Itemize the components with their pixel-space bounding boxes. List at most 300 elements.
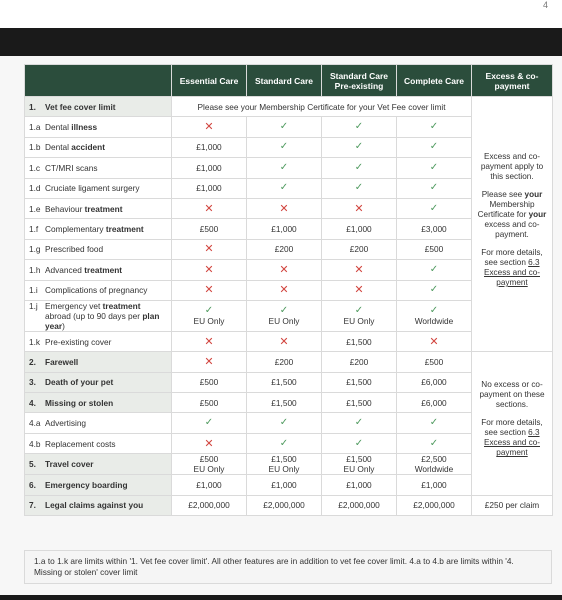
vet-fee-limit-note	[172, 97, 472, 117]
row-label-text	[29, 163, 167, 173]
section-link[interactable]: 6.3 Excess and co-payment	[484, 428, 540, 458]
table-cell	[247, 198, 322, 218]
row-name-text: Emergency boarding	[45, 479, 128, 490]
page-number: 4	[542, 0, 548, 10]
excess-note-line: For more details, see section	[481, 418, 543, 438]
row-code: 3.	[29, 377, 36, 388]
row-label	[25, 158, 172, 178]
footnote: 1.a to 1.k are limits within '1. Vet fee cover limit'. All other features are in addition to vet fee cover limit. 4.a to 4.b are limits within '4. Missing or stolen' cover limit	[24, 550, 552, 584]
row-name	[45, 500, 143, 510]
row-name-text: Pre-existing cover	[45, 336, 112, 347]
row-label-text	[29, 357, 167, 367]
cross-icon: ✕	[204, 284, 214, 297]
row-code: 2.	[29, 356, 36, 367]
table-cell	[322, 393, 397, 413]
column-header: Excess & co-payment	[472, 65, 553, 97]
excess-note-vet-fees	[472, 97, 553, 352]
excess-note-bold: your	[524, 190, 543, 200]
table-cell	[397, 117, 472, 137]
table-cell	[172, 158, 247, 178]
table-cell	[322, 178, 397, 198]
cell-value: £2,000,000	[338, 500, 380, 511]
cross-icon: ✕	[279, 335, 289, 348]
row-label	[25, 393, 172, 413]
tick-icon: ✓	[429, 437, 439, 449]
table-row	[25, 97, 553, 117]
section-link[interactable]: 6.3 Excess and co-payment	[484, 258, 540, 288]
cell-value: £2,000,000	[188, 500, 230, 511]
cell-value: £200	[274, 244, 294, 255]
excess-note-text	[477, 380, 547, 410]
column-header: Standard Care	[247, 65, 322, 97]
row-code: 5.	[29, 459, 36, 470]
tick-icon: ✓	[429, 202, 439, 214]
cell-value: EU Only	[343, 464, 375, 475]
cell-value: £1,000	[196, 162, 222, 173]
cell-value: £200	[274, 356, 294, 367]
cell-value: £1,000	[346, 479, 372, 490]
table-cell	[322, 495, 397, 515]
row-label-text	[29, 377, 167, 387]
cell-value: £2,000,000	[263, 500, 305, 511]
tick-icon: ✓	[204, 304, 214, 316]
row-name-text: CT/MRI scans	[45, 162, 98, 173]
row-code: 1.g	[29, 244, 41, 255]
table-header-row	[25, 65, 553, 97]
row-name	[45, 357, 78, 367]
excess-note-line: For more details, see section	[481, 248, 543, 268]
row-label-text	[29, 244, 167, 254]
table-cell	[322, 280, 397, 300]
cross-icon: ✕	[204, 121, 214, 134]
cell-value: £1,000	[346, 224, 372, 235]
row-name	[45, 285, 147, 295]
table-cell	[322, 137, 397, 157]
row-name	[45, 142, 105, 152]
row-label-text	[29, 480, 167, 490]
row-label	[25, 198, 172, 218]
row-name	[45, 183, 140, 193]
table-cell	[172, 331, 247, 351]
row-code: 4.a	[29, 418, 41, 429]
table-cell	[322, 198, 397, 218]
cell-value: £500	[199, 454, 219, 465]
excess-note-text	[477, 418, 547, 458]
tick-icon: ✓	[354, 141, 364, 153]
table-cell	[172, 137, 247, 157]
table-cell	[322, 260, 397, 280]
table-cell	[247, 454, 322, 475]
cell-value: £1,000	[271, 224, 297, 235]
table-cell	[397, 475, 472, 495]
table-cell	[322, 117, 397, 137]
row-name-bold: plan year	[45, 310, 160, 331]
cell-value: EU Only	[193, 315, 225, 326]
tick-icon: ✓	[354, 121, 364, 133]
cell-value: £3,000	[421, 224, 447, 235]
cross-icon: ✕	[354, 284, 364, 297]
table-cell	[397, 300, 472, 331]
table-cell	[322, 413, 397, 433]
row-code: 1.	[29, 101, 36, 112]
cell-value: £200	[349, 244, 369, 255]
table-cell	[397, 219, 472, 239]
row-name-text: Behaviour	[45, 203, 85, 214]
bottom-bar	[0, 595, 562, 600]
row-name	[45, 398, 113, 408]
table-cell	[322, 475, 397, 495]
row-name-bold: illness	[71, 122, 98, 133]
table-cell	[397, 158, 472, 178]
table-cell	[172, 198, 247, 218]
table-cell	[247, 137, 322, 157]
row-name-bold: treatment	[102, 300, 141, 311]
table-cell	[247, 433, 322, 453]
row-name-text: Advanced	[45, 264, 85, 275]
row-name	[45, 102, 116, 112]
row-label	[25, 454, 172, 475]
row-name-bold: treatment	[84, 203, 123, 214]
row-name-text: Emergency vet	[45, 300, 103, 311]
row-name	[45, 377, 113, 387]
tick-icon: ✓	[429, 263, 439, 275]
row-name-bold: treatment	[84, 264, 123, 275]
cross-icon: ✕	[354, 202, 364, 215]
table-cell	[172, 433, 247, 453]
legal-excess	[472, 495, 553, 515]
table-cell	[247, 393, 322, 413]
cross-icon: ✕	[429, 335, 439, 348]
excess-note-text	[477, 248, 547, 288]
cell-value: £1,500	[346, 377, 372, 388]
table-cell	[322, 352, 397, 372]
tick-icon: ✓	[279, 417, 289, 429]
row-name-text: Dental	[45, 122, 72, 133]
table-cell	[322, 300, 397, 331]
row-name	[45, 163, 98, 173]
cell-value: £200	[349, 356, 369, 367]
table-cell	[247, 372, 322, 392]
tick-icon: ✓	[279, 141, 289, 153]
row-label	[25, 219, 172, 239]
cell-value: £1,000	[196, 183, 222, 194]
cross-icon: ✕	[279, 263, 289, 276]
cross-icon: ✕	[204, 202, 214, 215]
row-label-text	[29, 224, 167, 234]
row-label	[25, 413, 172, 433]
row-label-text	[29, 398, 167, 408]
cell-value: £1,500	[271, 377, 297, 388]
row-label-text	[29, 459, 167, 469]
row-name-text: Complementary	[45, 224, 106, 235]
row-code: 4.b	[29, 438, 41, 449]
tick-icon: ✓	[429, 182, 439, 194]
row-code: 1.h	[29, 264, 41, 275]
tick-icon: ✓	[354, 417, 364, 429]
cell-value: £1,500	[346, 397, 372, 408]
cross-icon: ✕	[204, 335, 214, 348]
row-label	[25, 260, 172, 280]
tick-icon: ✓	[354, 304, 364, 316]
tick-icon: ✓	[354, 161, 364, 173]
row-label-text	[29, 301, 167, 331]
row-label-text	[29, 337, 167, 347]
table-cell	[397, 178, 472, 198]
row-name-text: Dental	[45, 142, 72, 153]
table-cell	[397, 280, 472, 300]
top-bar	[0, 28, 562, 56]
row-name	[45, 265, 122, 275]
row-name-text: Vet fee cover limit	[45, 101, 116, 112]
cell-value: EU Only	[268, 315, 300, 326]
row-label-text	[29, 102, 167, 112]
table-cell	[172, 260, 247, 280]
tick-icon: ✓	[279, 304, 289, 316]
table-cell	[397, 352, 472, 372]
cell-value: EU Only	[268, 464, 300, 475]
cell-value: £1,500	[346, 336, 372, 347]
table-cell	[247, 117, 322, 137]
table-cell	[322, 158, 397, 178]
cell-value: £1,500	[346, 454, 372, 465]
legal-excess-text: £250 per claim	[484, 500, 540, 511]
tick-icon: ✓	[279, 437, 289, 449]
table-row	[25, 495, 553, 515]
row-code: 1.c	[29, 162, 41, 173]
row-code: 6.	[29, 479, 36, 490]
cell-value: £1,000	[421, 479, 447, 490]
excess-note-line: Membership Certificate for	[477, 200, 535, 220]
table-cell	[247, 352, 322, 372]
table-cell	[322, 239, 397, 259]
row-code: 4.	[29, 397, 36, 408]
row-label-text	[29, 204, 167, 214]
cross-icon: ✕	[204, 263, 214, 276]
table-cell	[172, 393, 247, 413]
table-cell	[322, 219, 397, 239]
tick-icon: ✓	[429, 141, 439, 153]
excess-note-line: excess and co-payment.	[484, 220, 540, 240]
table-cell	[172, 219, 247, 239]
row-label	[25, 178, 172, 198]
table-cell	[247, 331, 322, 351]
row-label-text	[29, 418, 167, 428]
table-cell	[172, 413, 247, 433]
cell-value: £2,500	[421, 454, 447, 465]
row-label	[25, 433, 172, 453]
excess-note-other	[472, 352, 553, 495]
excess-note-line: Please see	[481, 190, 525, 200]
row-label-text	[29, 439, 167, 449]
row-name-text: Prescribed food	[45, 244, 104, 255]
tick-icon: ✓	[429, 417, 439, 429]
cross-icon: ✕	[204, 437, 214, 450]
row-name-text: Farewell	[45, 356, 79, 367]
table-cell	[172, 300, 247, 331]
row-code: 1.k	[29, 336, 41, 347]
row-name	[45, 204, 122, 214]
row-name	[45, 439, 116, 449]
row-label	[25, 475, 172, 495]
cell-value: £1,000	[196, 479, 222, 490]
table-cell	[247, 300, 322, 331]
table-cell	[247, 475, 322, 495]
column-header: Standard Care Pre-existing	[322, 65, 397, 97]
row-code: 1.b	[29, 142, 41, 153]
row-name	[45, 122, 97, 132]
row-code: 7.	[29, 500, 36, 511]
row-name	[45, 244, 103, 254]
row-name	[45, 224, 144, 234]
table-cell	[322, 372, 397, 392]
tick-icon: ✓	[429, 304, 439, 316]
cell-value: £2,000,000	[413, 500, 455, 511]
row-label-text	[29, 142, 167, 152]
tick-icon: ✓	[279, 121, 289, 133]
row-label-text	[29, 500, 167, 510]
table-cell	[397, 413, 472, 433]
row-label	[25, 137, 172, 157]
table-cell	[322, 433, 397, 453]
cell-value: £500	[199, 224, 219, 235]
excess-note-bold: your	[528, 210, 547, 220]
row-label	[25, 239, 172, 259]
cell-value: £500	[424, 356, 444, 367]
row-label-text	[29, 122, 167, 132]
row-name-text: Replacement costs	[45, 438, 116, 449]
cell-value: £1,500	[271, 397, 297, 408]
row-code: 1.j	[29, 300, 38, 311]
table-cell	[397, 433, 472, 453]
table-cell	[397, 198, 472, 218]
table-cell	[172, 454, 247, 475]
tick-icon: ✓	[354, 437, 364, 449]
row-name-bold: accident	[71, 142, 105, 153]
tick-icon: ✓	[354, 182, 364, 194]
row-name	[45, 301, 167, 331]
cover-table	[24, 64, 553, 516]
excess-note-text	[477, 190, 547, 240]
table-row	[25, 352, 553, 372]
cell-value: Worldwide	[414, 464, 454, 475]
table-cell	[247, 178, 322, 198]
table-cell	[172, 280, 247, 300]
header-blank	[25, 65, 172, 97]
row-name-text: )	[62, 320, 65, 331]
row-name-text: Travel cover	[45, 459, 94, 470]
tick-icon: ✓	[204, 417, 214, 429]
table-cell	[172, 117, 247, 137]
row-name-bold: treatment	[105, 224, 144, 235]
table-cell	[172, 178, 247, 198]
cell-value: Worldwide	[414, 315, 454, 326]
table-cell	[397, 393, 472, 413]
row-label	[25, 331, 172, 351]
table-cell	[322, 454, 397, 475]
table-cell	[247, 158, 322, 178]
row-label	[25, 117, 172, 137]
cell-value: £6,000	[421, 377, 447, 388]
row-code: 1.i	[29, 285, 38, 296]
row-name	[45, 480, 128, 490]
column-header: Complete Care	[397, 65, 472, 97]
table-cell	[247, 260, 322, 280]
row-code: 1.d	[29, 183, 41, 194]
vet-fee-limit-text: Please see your Membership Certificate for your Vet Fee cover limit	[197, 101, 446, 112]
row-name-text: abroad (up to 90 days per	[45, 310, 143, 321]
excess-note-line: No excess or co-payment on these sections.	[479, 380, 545, 410]
row-name	[45, 459, 93, 469]
table-cell	[247, 413, 322, 433]
table-cell	[172, 239, 247, 259]
row-label	[25, 300, 172, 331]
row-name-text: Death of your pet	[45, 377, 114, 388]
cell-value: £6,000	[421, 397, 447, 408]
table-cell	[397, 495, 472, 515]
cell-value: £500	[199, 377, 219, 388]
table-cell	[172, 352, 247, 372]
row-code: 1.e	[29, 203, 41, 214]
table-cell	[397, 372, 472, 392]
row-label	[25, 495, 172, 515]
table-cell	[322, 331, 397, 351]
cross-icon: ✕	[204, 243, 214, 256]
row-label	[25, 280, 172, 300]
cross-icon: ✕	[354, 263, 364, 276]
table-cell	[397, 239, 472, 259]
cross-icon: ✕	[279, 284, 289, 297]
table-cell	[172, 495, 247, 515]
cell-value: £500	[424, 244, 444, 255]
row-label-text	[29, 265, 167, 275]
row-label	[25, 372, 172, 392]
tick-icon: ✓	[429, 161, 439, 173]
table-cell	[172, 475, 247, 495]
row-name-text: Cruciate ligament surgery	[45, 183, 140, 194]
excess-note-line: Excess and co-payment apply to this section.	[480, 152, 544, 182]
table-cell	[397, 331, 472, 351]
cell-value: £500	[199, 397, 219, 408]
cross-icon: ✕	[279, 202, 289, 215]
row-label-text	[29, 285, 167, 295]
row-label	[25, 352, 172, 372]
table-cell	[247, 280, 322, 300]
row-code: 1.a	[29, 122, 41, 133]
table-cell	[247, 239, 322, 259]
cell-value: £1,500	[271, 454, 297, 465]
cell-value: EU Only	[193, 464, 225, 475]
table-cell	[247, 219, 322, 239]
row-name-text: Complications of pregnancy	[45, 285, 148, 296]
table-cell	[247, 495, 322, 515]
cell-value: £1,000	[271, 479, 297, 490]
column-header: Essential Care	[172, 65, 247, 97]
row-label	[25, 97, 172, 117]
row-code: 1.f	[29, 224, 39, 235]
row-name-text: Missing or stolen	[45, 397, 114, 408]
tick-icon: ✓	[279, 182, 289, 194]
row-name	[45, 418, 86, 428]
cell-value: EU Only	[343, 315, 375, 326]
cell-value: £1,000	[196, 142, 222, 153]
row-label-text	[29, 183, 167, 193]
table-cell	[172, 372, 247, 392]
tick-icon: ✓	[279, 161, 289, 173]
table-cell	[397, 137, 472, 157]
row-name-text: Advertising	[45, 418, 87, 429]
tick-icon: ✓	[429, 121, 439, 133]
row-name-text: Legal claims against you	[45, 500, 144, 511]
